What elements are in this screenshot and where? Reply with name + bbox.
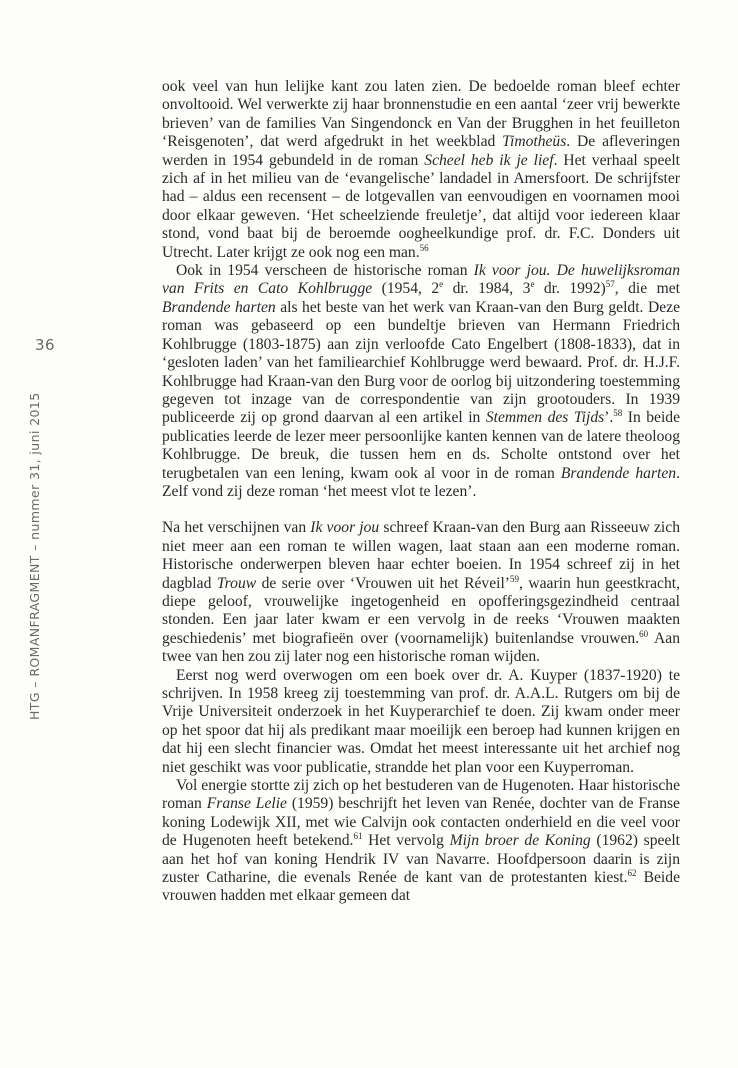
text-run: (1959) beschrijft het leven van Renée, dochter van de Franse koning Lodewijk XII, met wie Calvijn ook contacten onderhield en die veel voor de Hugenoten heeft betekend.: [162, 795, 680, 850]
italic-title: Timotheüs: [502, 133, 567, 151]
footnote-ref: 56: [419, 242, 429, 253]
paragraph: [162, 78, 680, 262]
text-run: Eerst nog werd overwogen om een boek over dr. A. Kuyper (1837-1920) te schrijven. In 1958 kreeg zij toestemming van prof. dr. A.A.L. Rutgers om bij de Vrije Universiteit onderzoek in het Kuyperarchief te doen. Zij kwam onder meer op het spoor dat hij als predikant maar moeilijk een beroep had kunnen krijgen en dat hij een slecht financier was. Omdat het meest interessante uit het archief nog niet geschikt was voor publicatie, strandde het plan voor een Kuyperroman.: [162, 666, 680, 776]
paragraph: [162, 262, 680, 501]
italic-title: Brandende harten: [560, 464, 677, 482]
footnote-ref: e: [530, 279, 535, 290]
text-run: als het beste van het werk van Kraan-van den Burg geldt. Deze roman was gebaseerd op een bundeltje brieven van Hermann Friedrich Kohlbrugge (1803-1875) aan zijn verloofde Cato Engelbert (1808-1833), dat in ‘gesloten laden’ van het familiearchief Kohlbrugge werd bewaard. Prof. dr. H.J.F. Kohlbrugge had Kraan-van den Burg voor de oorlog bij uitzondering toestemming gegeven tot inzage van de correspondentie van zijn grootouders. In 1939 publiceerde zij op grond daarvan al een artikel in: [162, 298, 680, 427]
text-run: Vol energie stortte zij zich op het bestuderen van de Hugenoten. Haar historische roman: [162, 777, 680, 813]
italic-title: Ik voor jou. De huwelijksroman van Frits en Cato Kohlbrugge: [162, 262, 680, 298]
footnote-ref: 62: [627, 867, 637, 878]
paragraph: [162, 777, 680, 906]
italic-title: Scheel heb ik je lief: [424, 151, 554, 169]
paragraph: [162, 519, 680, 666]
text-run: . Het verhaal speelt zich af in het milieu van de ‘evangelische’ landadel in Amersfoort. De schrijfster had – aldus een recensent – de lotgevallen van eenvoudigen en voornamen mooi door elkaar geweven. ‘Het scheelziende freuletje’, dat altijd voor iedereen klaar stond, vond baat bij de beroemde oogheelkundige prof. dr. F.C. Donders uit Utrecht. Later krijgt ze ook nog een man.: [162, 151, 680, 261]
text-run: schreef Kraan-van den Burg aan Risseeuw zich niet meer aan een roman te willen wagen, laat staan aan een moderne roman. Historische onderwerpen bleven haar echter boeien. In 1954 schreef zij in het dagblad: [162, 519, 680, 592]
text-run: , die met: [614, 280, 680, 298]
text-run: (1954, 2: [372, 280, 440, 298]
page-number: 36: [35, 336, 56, 354]
text-run: . Zelf vond zij deze roman ‘het meest vlot te lezen’.: [162, 464, 680, 500]
text-run: In beide publicaties leerde de lezer meer persoonlijke kanten kennen van de latere theoloog Kohlbrugge. De breuk, die tussen hem en ds. Scholte ontstond over het terugbetalen van een lening, kwam ook al voor in de roman: [162, 409, 681, 482]
text-run: dr. 1992): [534, 280, 606, 298]
text-run: de serie over ‘Vrouwen uit het Réveil’: [256, 574, 510, 592]
text-run: Het vervolg: [362, 832, 450, 850]
footnote-ref: 60: [639, 628, 649, 639]
italic-title: Ik voor jou: [310, 519, 380, 537]
italic-title: Stemmen des Tijds: [485, 409, 605, 427]
footnote-ref: 61: [353, 831, 363, 842]
footnote-ref: e: [439, 279, 444, 290]
text-run: ook veel van hun lelijke kant zou laten zien. De bedoelde roman bleef echter onvoltooid. Wel verwerkte zij haar bronnenstudie en een aantal ‘zeer vrij bewerkte brieven’ van de families Van Singendonck en Van der Brugghen in het feuilleton ‘Reisgenoten’, dat werd afgedrukt in het weekblad: [162, 78, 680, 151]
text-run: ’.: [604, 409, 614, 427]
text-run: , waarin hun geestkracht, diepe geloof, vrouwelijke ingetogenheid en opofferingsgezindheid centraal stonden. Een jaar later kwam er een vervolg in de reeks ‘Vrouwen maakten geschiedenis’ met biografieën over (voornamelijk) buitenlandse vrouwen.: [162, 574, 681, 647]
text-run: Beide vrouwen hadden met elkaar gemeen dat: [162, 869, 680, 905]
text-run: (1962) speelt aan het hof van koning Hendrik IV van Navarre. Hoofdpersoon daarin is zijn zuster Catharine, die evenals Renée de kant van de protestanten kiest.: [162, 832, 680, 887]
body-text: [162, 78, 680, 906]
text-run: Na het verschijnen van: [162, 519, 311, 537]
text-run: . De afleveringen werden in 1954 gebundeld in de roman: [162, 133, 680, 169]
text-run: Aan twee van hen zou zij later nog een historische roman wijden.: [162, 629, 680, 666]
footnote-ref: 59: [509, 573, 519, 584]
italic-title: Franse Lelie: [206, 795, 287, 813]
italic-title: Brandende harten: [162, 298, 276, 316]
italic-title: Trouw: [216, 574, 257, 592]
running-head: HTG – ROMANFRAGMENT – nummer 31, juni 2015: [27, 392, 42, 720]
text-run: dr. 1984, 3: [443, 280, 531, 298]
footnote-ref: 57: [605, 279, 615, 290]
text-run: Ook in 1954 verscheen de historische roman: [176, 262, 474, 280]
paragraph: [162, 667, 680, 777]
italic-title: Mijn broer de Koning: [449, 832, 591, 850]
footnote-ref: 58: [613, 408, 623, 419]
